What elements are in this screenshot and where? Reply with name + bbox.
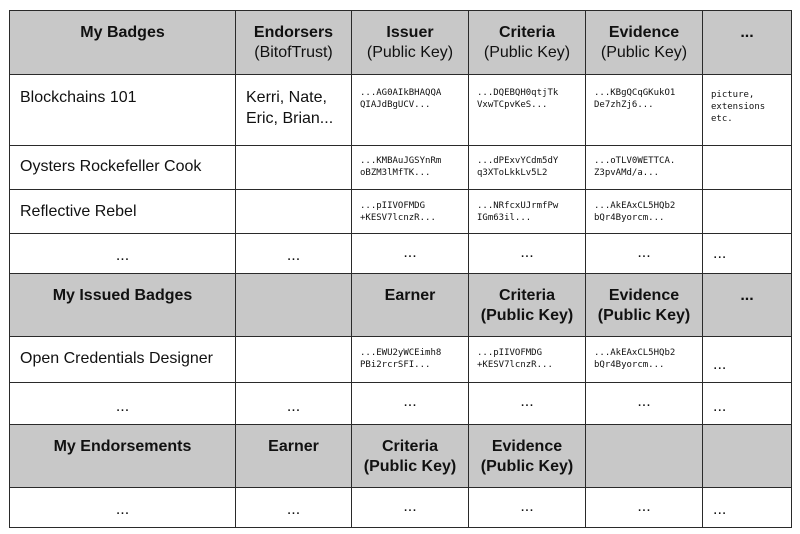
header-more — [703, 274, 792, 336]
criteria-key — [469, 336, 586, 382]
table-row — [10, 190, 792, 234]
badge-name: Open Credentials Designer — [10, 336, 236, 382]
empty-cell — [703, 145, 792, 189]
extra-line: picture, — [711, 90, 755, 101]
header-issuer-label: Issuer — [386, 24, 434, 41]
key-line: +KESV7lcnzR... — [477, 360, 553, 371]
empty-cell — [236, 190, 352, 234]
key-line: ...DQEBQH0qtjTk — [477, 88, 559, 99]
ellipsis-cell: ... — [10, 234, 236, 274]
header-criteria-sub: (Public Key) — [480, 307, 574, 325]
badge-endorsers — [236, 75, 352, 145]
header-earner — [236, 425, 352, 487]
key-line: q3XToLkkLv5L2 — [477, 168, 548, 179]
header-my-issued-badges — [10, 274, 236, 336]
extra-line: etc. — [711, 114, 733, 125]
endorsers-line: Kerri, Nate, — [246, 89, 327, 107]
empty-header-cell — [703, 425, 792, 487]
key-line: ...KMBAuJGSYnRm — [360, 156, 442, 167]
endorsements-header-row — [10, 425, 792, 487]
key-line: +KESV7lcnzR... — [360, 212, 436, 223]
header-evidence-sub: (Public Key) — [600, 44, 688, 61]
badge-name: Oysters Rockefeller Cook — [10, 145, 236, 189]
issuer-key — [352, 75, 469, 145]
header-my-badges — [10, 11, 236, 75]
key-line: PBi2rcrSFI... — [360, 360, 431, 371]
criteria-key — [469, 190, 586, 234]
ellipsis-cell: ... — [10, 487, 236, 527]
evidence-key — [586, 336, 703, 382]
table-row — [10, 75, 792, 145]
key-line: ...dPExvYCdm5dY — [477, 156, 559, 167]
header-evidence — [469, 425, 586, 487]
header-criteria-label: Criteria — [498, 287, 556, 305]
key-line: ...oTLV0WETTCA. — [594, 156, 676, 167]
ellipsis-cell: ... — [586, 383, 703, 425]
header-criteria — [469, 274, 586, 336]
ellipsis-cell: ... — [703, 487, 792, 527]
key-line: ...NRfcxUJrmfPw — [477, 200, 559, 211]
header-criteria-sub: (Public Key) — [363, 458, 457, 476]
evidence-key — [586, 75, 703, 145]
header-earner-label: Earner — [268, 438, 319, 456]
header-my-endorsements-label: My Endorsements — [53, 438, 192, 456]
key-line: ...pIIVOFMDG — [360, 200, 426, 211]
header-criteria-label: Criteria — [381, 438, 439, 456]
header-evidence-sub: (Public Key) — [597, 307, 691, 325]
issuer-key — [352, 145, 469, 189]
table-row — [10, 145, 792, 189]
header-evidence-label: Evidence — [608, 287, 680, 305]
header-criteria — [469, 11, 586, 75]
table-row — [10, 234, 792, 274]
empty-cell — [236, 145, 352, 189]
header-issuer-sub: (Public Key) — [366, 44, 454, 61]
header-issuer — [352, 11, 469, 75]
key-line: ...AkEAxCL5HQb2 — [594, 348, 676, 359]
header-endorsers-label: Endorsers — [253, 24, 334, 41]
header-evidence-label: Evidence — [491, 438, 563, 456]
header-more — [703, 11, 792, 75]
evidence-key — [586, 145, 703, 189]
key-line: QIAJdBgUCV... — [360, 100, 431, 111]
extra-line: extensions — [711, 102, 766, 113]
ellipsis-cell: ... — [352, 487, 469, 527]
ellipsis-cell: ... — [236, 383, 352, 425]
header-my-endorsements — [10, 425, 236, 487]
header-criteria — [352, 425, 469, 487]
header-criteria-label: Criteria — [498, 24, 556, 41]
criteria-key — [469, 145, 586, 189]
header-earner — [352, 274, 469, 336]
ellipsis-cell: ... — [703, 383, 792, 425]
my-badges-header-row — [10, 11, 792, 75]
badge-extras — [703, 75, 792, 145]
criteria-key — [469, 75, 586, 145]
key-line: VxwTCpvKeS... — [477, 100, 548, 111]
empty-header-cell — [236, 274, 352, 336]
key-line: IGm63il... — [477, 212, 532, 223]
badges-table — [9, 10, 792, 528]
empty-cell — [236, 336, 352, 382]
key-line: bQr4Byorcm... — [594, 212, 665, 223]
ellipsis-cell: ... — [352, 234, 469, 274]
key-line: bQr4Byorcm... — [594, 360, 665, 371]
header-evidence — [586, 274, 703, 336]
header-my-badges-label: My Badges — [80, 24, 165, 41]
key-line: ...AkEAxCL5HQb2 — [594, 200, 676, 211]
key-line: ...AG0AIkBHAQQA — [360, 88, 442, 99]
ellipsis-cell: ... — [469, 234, 586, 274]
table-row — [10, 336, 792, 382]
header-endorsers-sub: (BitofTrust) — [254, 44, 333, 61]
key-line: Z3pvAMd/a... — [594, 168, 660, 179]
header-more-label: ... — [740, 287, 754, 305]
ellipsis-cell: ... — [586, 234, 703, 274]
header-evidence — [586, 11, 703, 75]
empty-cell — [703, 190, 792, 234]
issued-badges-header-row — [10, 274, 792, 336]
ellipsis-cell: ... — [703, 336, 792, 382]
ellipsis-cell: ... — [10, 383, 236, 425]
earner-key — [352, 336, 469, 382]
ellipsis-cell: ... — [469, 487, 586, 527]
header-my-issued-badges-label: My Issued Badges — [52, 287, 193, 305]
endorsers-line: Eric, Brian... — [246, 110, 334, 128]
badge-name: Reflective Rebel — [10, 190, 236, 234]
ellipsis-cell: ... — [352, 383, 469, 425]
ellipsis-cell: ... — [469, 383, 586, 425]
badge-name: Blockchains 101 — [10, 75, 236, 145]
table-row — [10, 383, 792, 425]
key-line: De7zhZj6... — [594, 100, 654, 111]
ellipsis-cell: ... — [236, 487, 352, 527]
key-line: oBZM3lMfTK... — [360, 168, 431, 179]
header-more-label: ... — [740, 24, 754, 41]
key-line: ...KBgQCqGKukO1 — [594, 88, 676, 99]
header-earner-label: Earner — [384, 287, 436, 305]
evidence-key — [586, 190, 703, 234]
header-endorsers — [236, 11, 352, 75]
issuer-key — [352, 190, 469, 234]
header-evidence-sub: (Public Key) — [480, 458, 574, 476]
header-criteria-sub: (Public Key) — [483, 44, 571, 61]
ellipsis-cell: ... — [236, 234, 352, 274]
empty-header-cell — [586, 425, 703, 487]
header-evidence-label: Evidence — [608, 24, 680, 41]
key-line: ...EWU2yWCEimh8 — [360, 348, 442, 359]
key-line: ...pIIVOFMDG — [477, 348, 543, 359]
ellipsis-cell: ... — [586, 487, 703, 527]
table-row — [10, 487, 792, 527]
ellipsis-cell: ... — [703, 234, 792, 274]
